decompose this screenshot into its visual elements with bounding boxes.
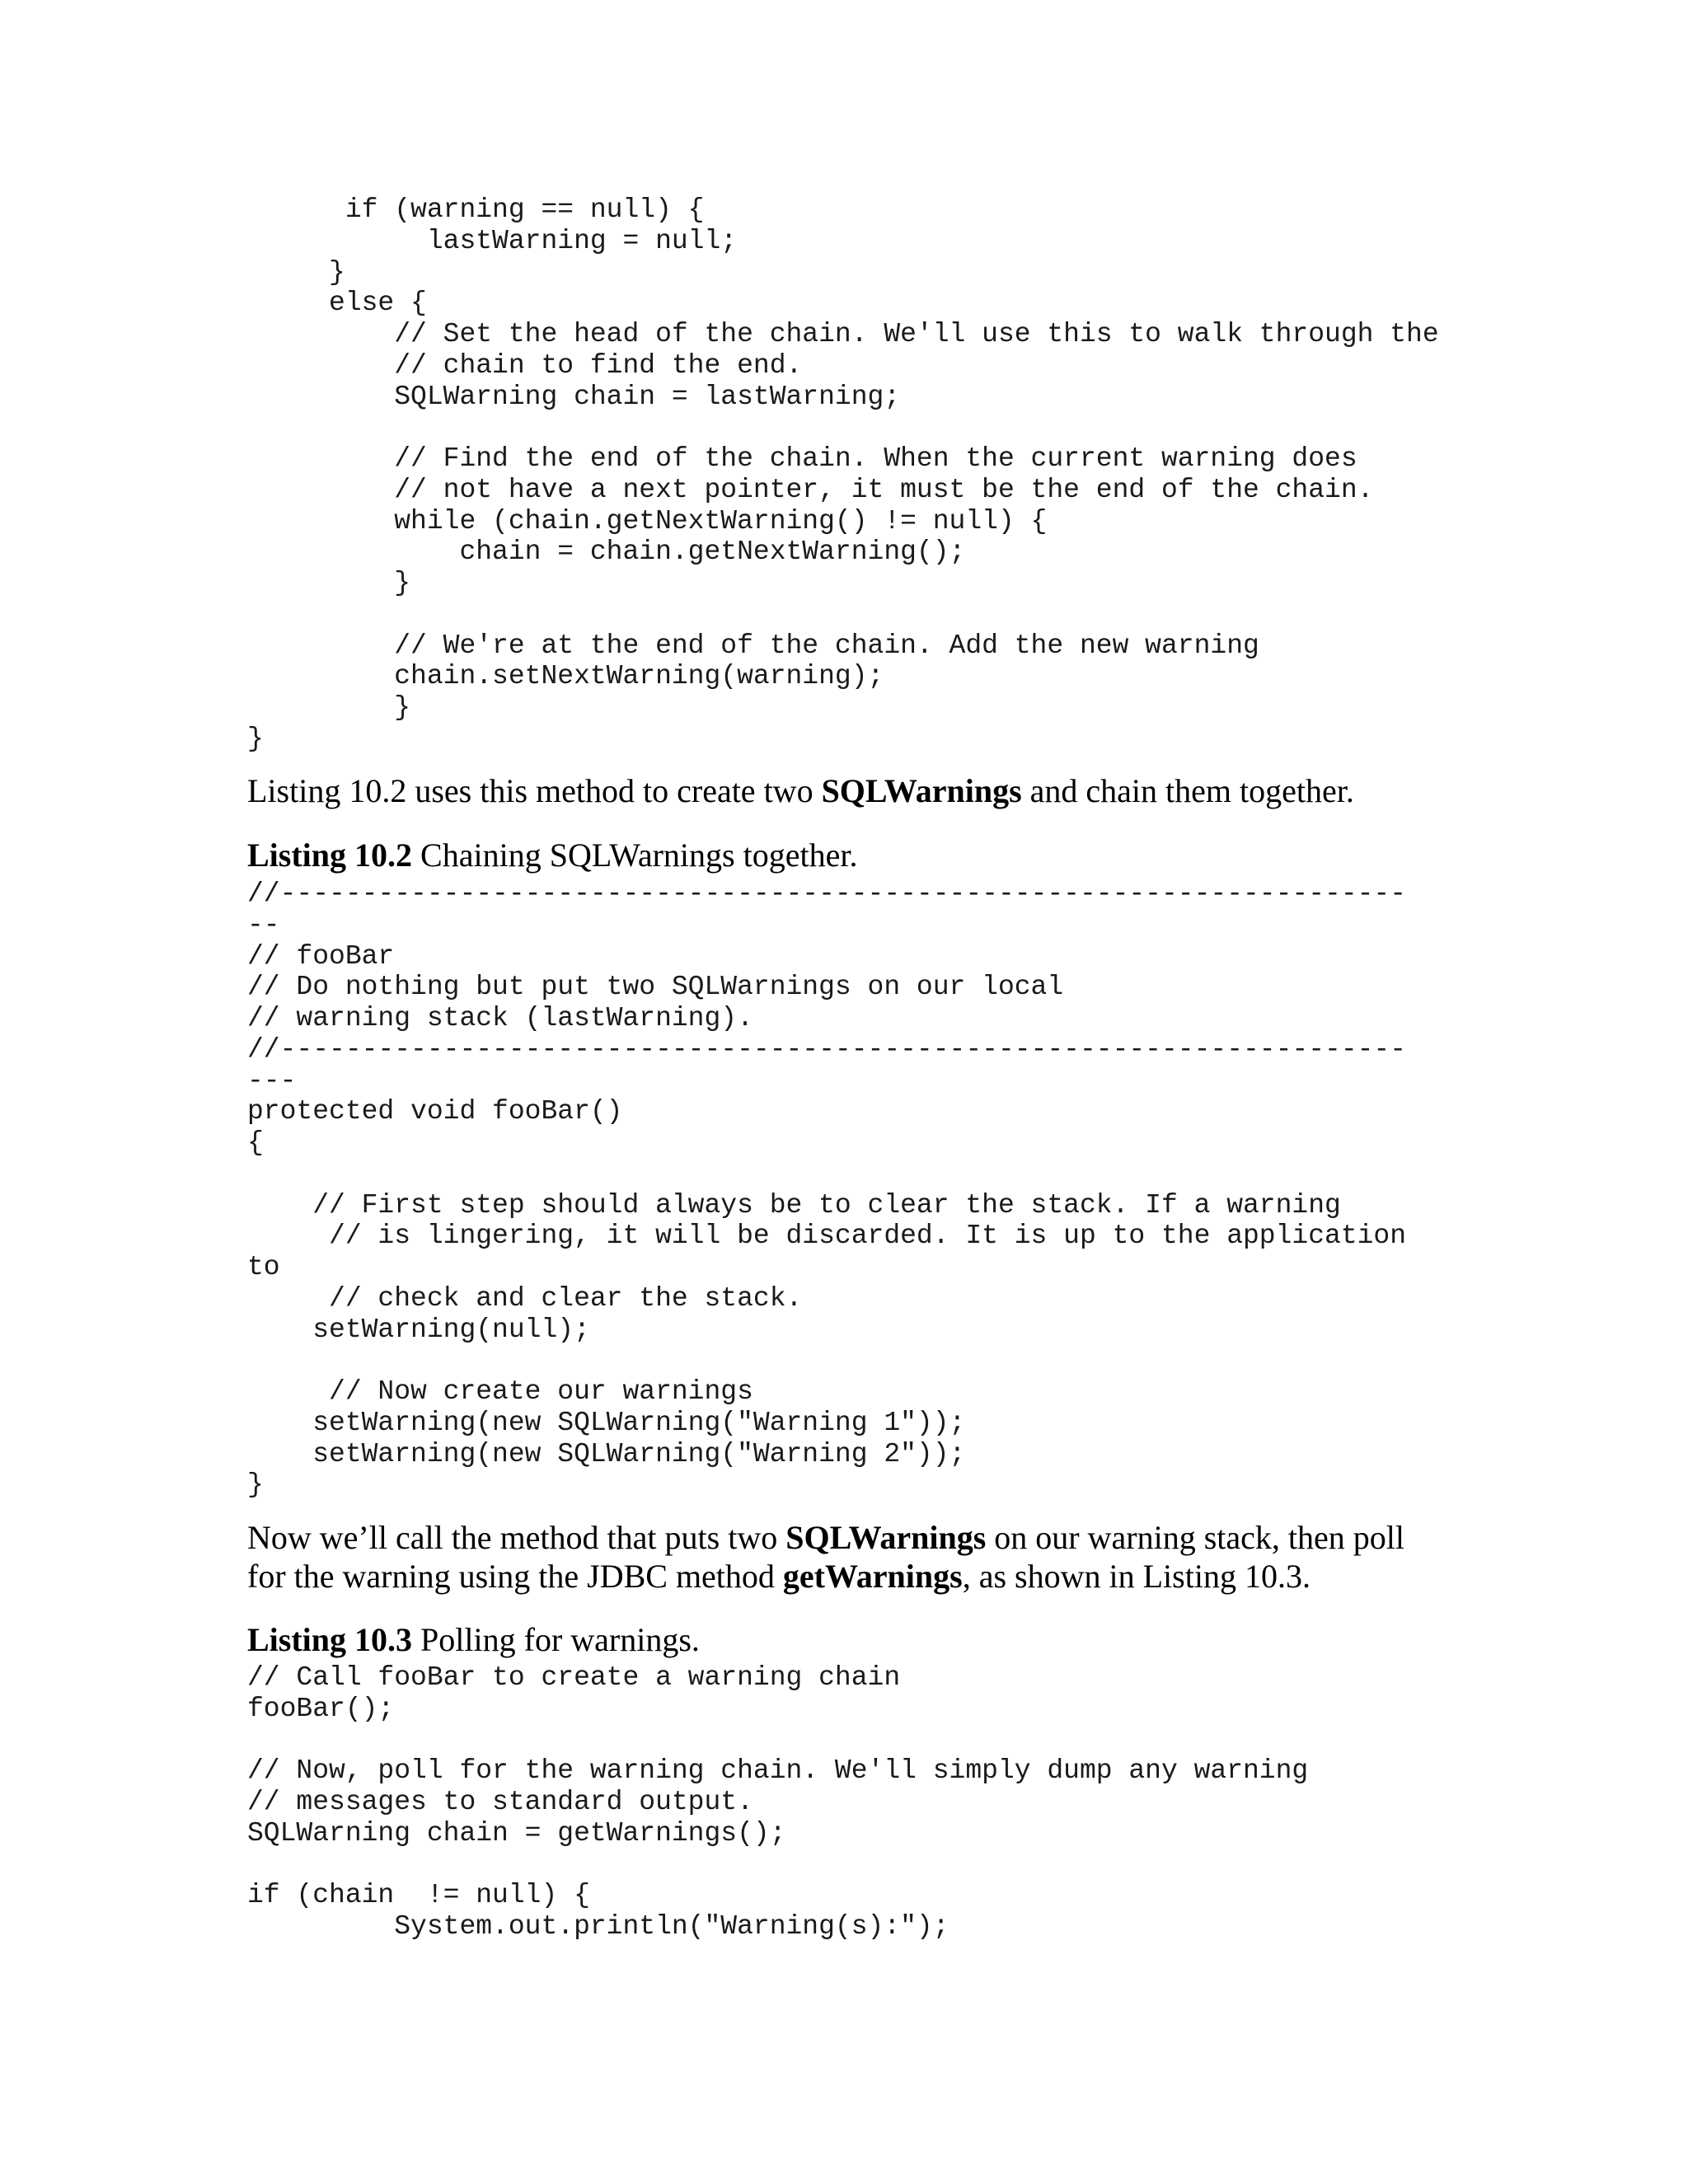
code-line xyxy=(247,599,1439,630)
code-line: // We're at the end of the chain. Add the new warning xyxy=(247,630,1259,661)
code-line: chain = chain.getNextWarning(); xyxy=(247,537,966,568)
code-line: } xyxy=(247,723,264,754)
code-line: setWarning(null); xyxy=(247,1314,590,1345)
code-line: // Now create our warnings xyxy=(247,1376,753,1407)
code-line: // Find the end of the chain. When the current warning does xyxy=(247,443,1357,474)
paragraph-text: , as shown in Listing 10.3. xyxy=(962,1558,1311,1595)
code-line: // Call fooBar to create a warning chain xyxy=(247,1662,901,1693)
code-line: // check and clear the stack. xyxy=(247,1282,803,1314)
code-line xyxy=(247,1725,1308,1756)
code-line: // warning stack (lastWarning). xyxy=(247,1003,753,1033)
bold-term-sqlwarnings: SQLWarnings xyxy=(785,1519,987,1556)
code-line: to xyxy=(247,1252,280,1282)
code-line xyxy=(247,412,1439,443)
listing-label: Listing 10.2 xyxy=(247,837,413,874)
paragraph-listing-10-3-intro xyxy=(247,1518,1451,1596)
bold-term-sqlwarnings: SQLWarnings xyxy=(821,772,1022,809)
code-line: } xyxy=(247,256,345,288)
code-line: --- xyxy=(247,1065,297,1096)
code-line: } xyxy=(247,692,411,723)
code-line xyxy=(247,1345,1406,1376)
code-line: // messages to standard output. xyxy=(247,1787,753,1817)
code-line: SQLWarning chain = getWarnings(); xyxy=(247,1817,786,1849)
listing-10-3-caption xyxy=(247,1620,700,1659)
paragraph-text: and chain them together. xyxy=(1021,772,1354,809)
code-listing-10-2 xyxy=(247,879,1406,1501)
code-line: -- xyxy=(247,909,280,940)
listing-title: Polling for warnings. xyxy=(412,1621,700,1658)
code-line: // fooBar xyxy=(247,940,395,972)
code-line: setWarning(new SQLWarning("Warning 2")); xyxy=(247,1438,966,1469)
code-line: { xyxy=(247,1127,264,1158)
paragraph-text: on our warning stack, then poll for the warning using the JDBC method xyxy=(247,1519,1404,1595)
code-line: // Now, poll for the warning chain. We'll simply dump any warning xyxy=(247,1755,1309,1787)
paragraph-text: Now we’ll call the method that puts two xyxy=(247,1519,786,1556)
code-line: // Set the head of the chain. We'll use this to walk through the xyxy=(247,319,1439,349)
bold-term-getwarnings: getWarnings xyxy=(782,1558,963,1595)
code-line: setWarning(new SQLWarning("Warning 1")); xyxy=(247,1407,966,1438)
code-line: } xyxy=(247,568,411,598)
code-line: SQLWarning chain = lastWarning; xyxy=(247,381,901,412)
code-line: // Do nothing but put two SQLWarnings on our local xyxy=(247,972,1064,1003)
code-line: // First step should always be to clear the stack. If a warning xyxy=(247,1189,1341,1221)
listing-10-2-caption xyxy=(247,836,857,874)
listing-label: Listing 10.3 xyxy=(247,1621,413,1658)
code-line: if (warning == null) { xyxy=(247,194,705,225)
code-line: protected void fooBar() xyxy=(247,1096,623,1127)
listing-title: Chaining SQLWarnings together. xyxy=(412,837,858,874)
code-line xyxy=(247,1159,1406,1190)
paragraph-text: Listing 10.2 uses this method to create two xyxy=(247,772,822,809)
code-line xyxy=(247,1849,1308,1881)
paragraph-listing-10-2-intro xyxy=(247,771,1451,810)
code-line: } xyxy=(247,1469,264,1501)
code-line: //--------------------------------------------------------------------- xyxy=(247,879,1407,909)
code-line: fooBar(); xyxy=(247,1693,395,1724)
code-line: chain.setNextWarning(warning); xyxy=(247,661,884,692)
code-line: // is lingering, it will be discarded. It is up to the application xyxy=(247,1221,1407,1252)
code-line: if (chain != null) { xyxy=(247,1880,590,1911)
code-line: while (chain.getNextWarning() != null) { xyxy=(247,505,1048,537)
code-line: lastWarning = null; xyxy=(247,225,738,256)
code-line: // not have a next pointer, it must be the end of the chain. xyxy=(247,474,1374,505)
code-listing-10-3 xyxy=(247,1662,1308,1943)
code-listing-10-1-continued xyxy=(247,194,1439,755)
code-line: else { xyxy=(247,288,427,319)
code-line: System.out.println("Warning(s):"); xyxy=(247,1911,950,1942)
code-line: // chain to find the end. xyxy=(247,349,803,381)
code-line: //--------------------------------------------------------------------- xyxy=(247,1033,1407,1065)
